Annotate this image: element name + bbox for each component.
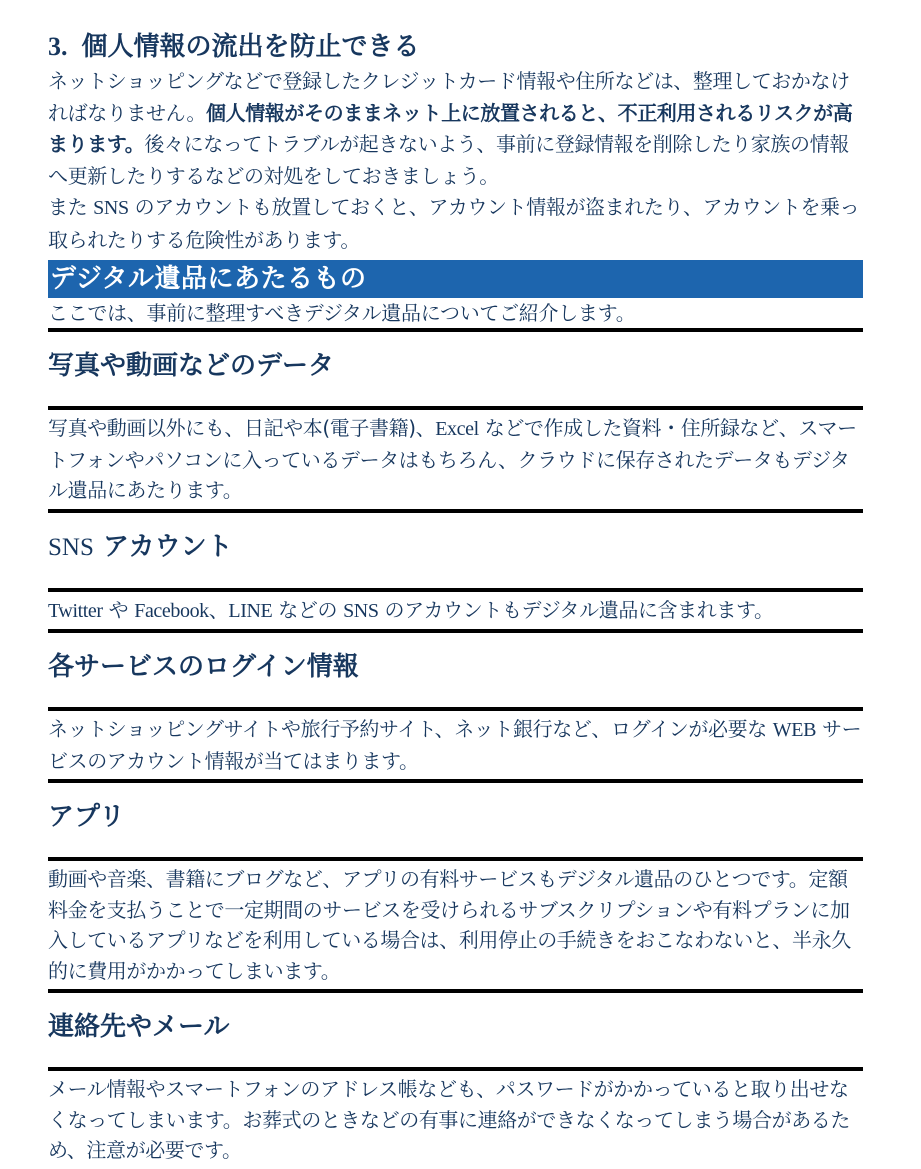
photos-excel: Excel	[435, 418, 479, 440]
section-paragraph-1	[48, 66, 863, 192]
banner-subtitle: ここでは、事前に整理すべきデジタル遺品についてご紹介します。	[48, 301, 636, 325]
login-web: WEB	[772, 719, 817, 741]
para1-bold-text: 個人情報がそのままネット上に放置されると、不正利用されるリスクが高まります。	[48, 100, 853, 156]
section-heading	[48, 30, 863, 64]
login-text-b: サービスのアカウント情報が当てはまります。	[48, 717, 862, 773]
photos-text-b: などで作成した資料・住所録など、スマートフォンやパソコンに入っているデータはもちろん、クラウドに保存されたデータもデジタル遺品にあたります。	[48, 416, 857, 502]
section-number: 3.	[48, 32, 68, 61]
photos-text-a: 写真や動画以外にも、日記や本(電子書籍)、	[48, 416, 436, 440]
para2-text-b: のアカウントも放置しておくと、アカウント情報が盗まれたり、アカウントを乗っ取られたりする危険性があります。	[48, 195, 860, 252]
banner-heading: デジタル遺品にあたるもの	[48, 260, 863, 298]
item-body-apps: 動画や音楽、書籍にブログなど、アプリの有料サービスもデジタル遺品のひとつです。定額料金を支払うことで一定期間のサービスを受けられるサブスクリプションや有料プランに加入しているアプリなどを利用している場合は、利用停止の手続きをおこなわないと、半永久的に費用がかかってしまいます。	[48, 867, 851, 983]
login-text-a: ネットショッピングサイトや旅行予約サイト、ネット銀行など、ログインが必要な	[48, 717, 767, 741]
sns-twitter: Twitter	[48, 599, 103, 622]
sns-sns: SNS	[343, 599, 379, 622]
sns-text-a: や	[108, 597, 129, 622]
item-heading-photos: 写真や動画などのデータ	[48, 351, 335, 381]
section-title: 個人情報の流出を防止できる	[81, 32, 420, 62]
sns-facebook: Facebook	[134, 599, 209, 622]
item-heading-apps: アプリ	[48, 802, 125, 832]
item-body-login	[48, 711, 863, 779]
sns-text-b: 、	[208, 597, 229, 622]
item-heading-contacts: 連絡先やメール	[48, 1012, 230, 1042]
para2-sns: SNS	[93, 197, 129, 219]
sns-heading-rest: アカウント	[102, 531, 233, 562]
para2-text-a: また	[48, 195, 88, 219]
item-body-contacts: メール情報やスマートフォンのアドレス帳なども、パスワードがかかっていると取り出せなくなってしまいます。お葬式のときなどの有事に連絡ができなくなってしまう場合があるため、注意が必要です。	[48, 1077, 850, 1162]
item-heading-sns	[48, 513, 863, 588]
document-page	[48, 30, 863, 1169]
para1-text-b: 後々になってトラブルが起きないよう、事前に登録情報を削除したり家族の情報へ更新したりするなどの対処をしておきましょう。	[48, 132, 849, 188]
item-body-photos	[48, 410, 863, 509]
item-body-sns	[48, 592, 863, 630]
sns-line: LINE	[228, 599, 273, 622]
item-heading-login: 各サービスのログイン情報	[48, 652, 359, 682]
sns-text-c: などの	[278, 597, 338, 622]
sns-heading-sns: SNS	[48, 533, 94, 561]
sns-text-d: のアカウントもデジタル遺品に含まれます。	[384, 597, 774, 622]
section-paragraph-2	[48, 192, 863, 256]
para1-text-a: ネットショッピングなどで登録したクレジットカード情報や住所などは、整理しておかなければなりません。	[48, 69, 850, 125]
